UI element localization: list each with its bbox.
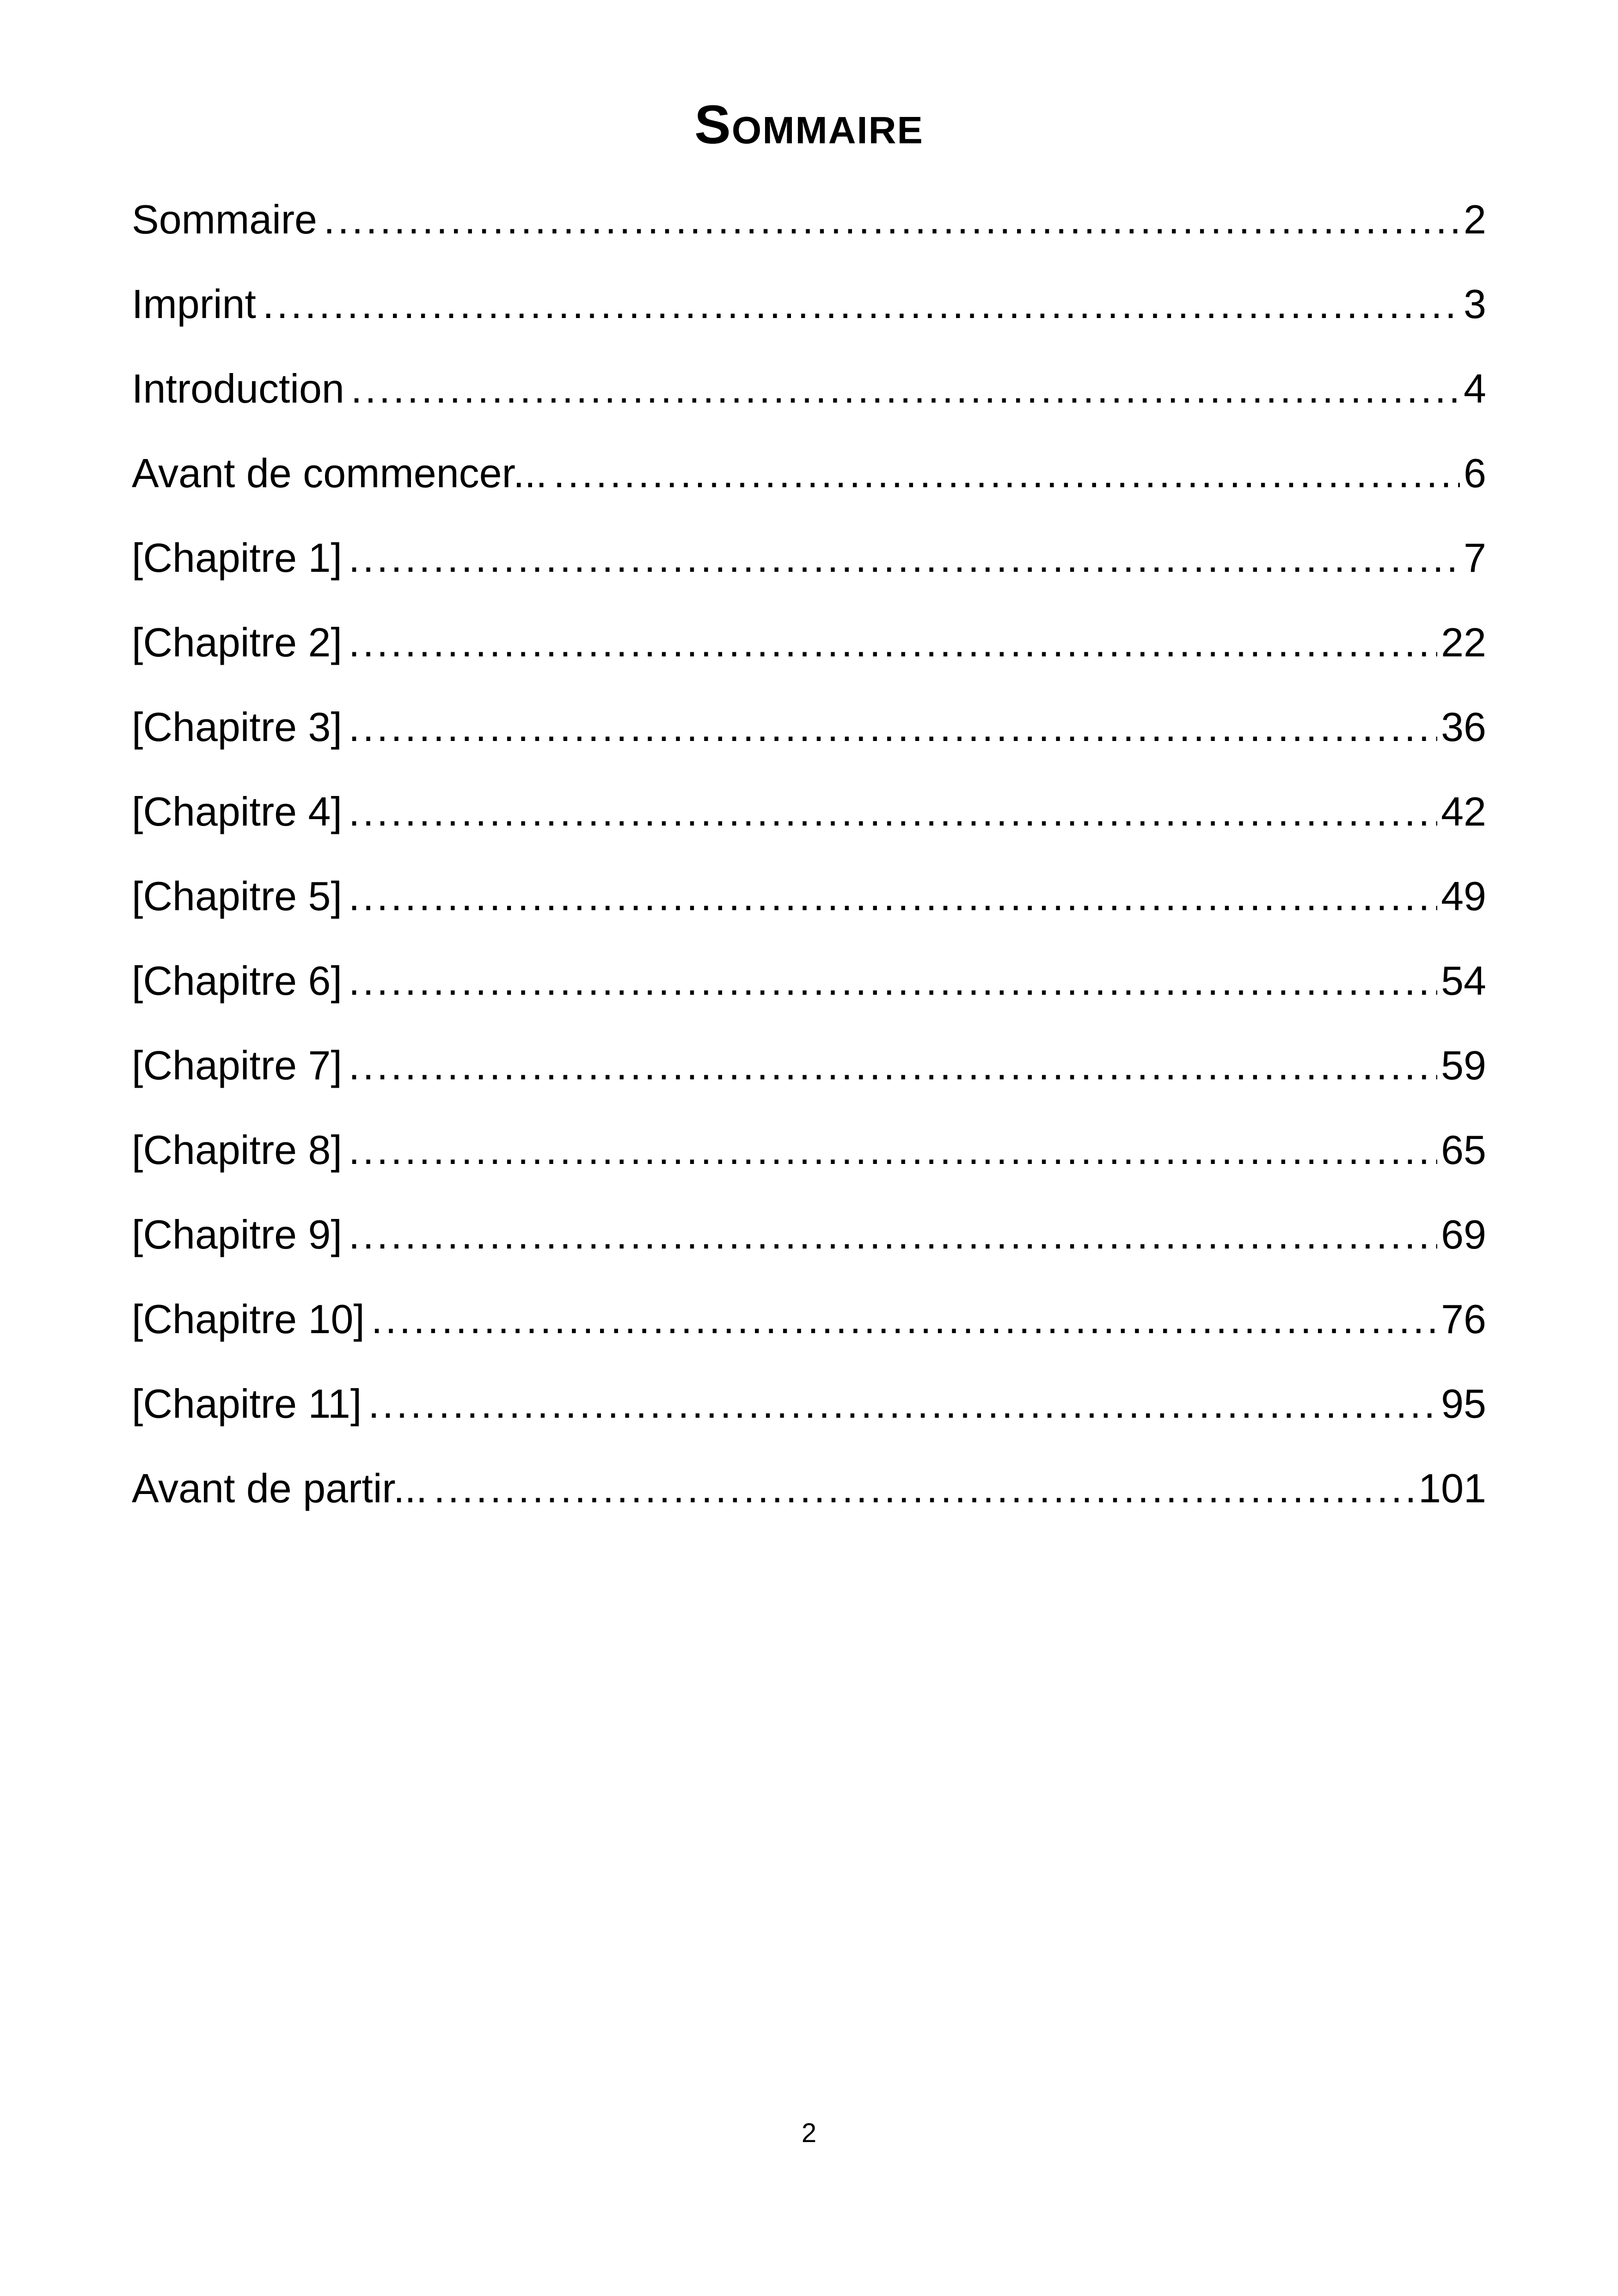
toc-dot-leader [349,533,1460,583]
toc-dot-leader [349,955,1437,1006]
toc-entry[interactable] [132,786,1486,871]
toc-entry-label: [Chapitre 7] [132,1042,342,1088]
page-number: 2 [801,2118,817,2148]
toc-entry-label: [Chapitre 2] [132,619,342,665]
toc-entry-label: Imprint [132,281,256,327]
toc-dot-leader [349,1209,1437,1260]
toc-dot-leader [324,194,1460,245]
toc-entry-page: 36 [1441,704,1486,750]
toc-entry[interactable] [132,194,1486,279]
toc-entry[interactable] [132,1378,1486,1463]
toc-entry[interactable] [132,1463,1486,1548]
toc-entry-page: 95 [1441,1381,1486,1427]
toc-entry-label: [Chapitre 6] [132,958,342,1004]
toc-entry[interactable] [132,279,1486,363]
toc-entry-page: 54 [1441,958,1486,1004]
toc-entry-page: 49 [1441,873,1486,919]
toc-entry-label: [Chapitre 10] [132,1296,365,1342]
toc-entry-label: Sommaire [132,196,317,242]
toc-entry[interactable] [132,955,1486,1040]
toc-entry-page: 7 [1464,535,1486,581]
page-title: Sommaire [694,94,924,155]
toc-entry-page: 2 [1464,196,1486,242]
toc-entry[interactable] [132,702,1486,786]
toc-entry[interactable] [132,617,1486,702]
toc-entry[interactable] [132,533,1486,617]
toc-dot-leader [371,1294,1437,1345]
toc-entry[interactable] [132,1040,1486,1125]
toc-entry[interactable] [132,363,1486,448]
toc-dot-leader [349,702,1437,753]
toc-dot-leader [434,1463,1415,1514]
toc-entry[interactable] [132,871,1486,955]
table-of-contents [132,194,1486,1548]
toc-entry[interactable] [132,1294,1486,1378]
toc-entry-page: 69 [1441,1212,1486,1257]
toc-entry-page: 3 [1464,281,1486,327]
toc-entry-label: Introduction [132,366,344,411]
toc-dot-leader [349,617,1437,668]
toc-entry-page: 76 [1441,1296,1486,1342]
toc-dot-leader [368,1378,1437,1429]
toc-entry-page: 4 [1464,366,1486,411]
toc-dot-leader [553,448,1460,499]
toc-entry[interactable] [132,448,1486,533]
toc-entry-label: [Chapitre 5] [132,873,342,919]
toc-entry-page: 42 [1441,789,1486,834]
toc-entry[interactable] [132,1209,1486,1294]
toc-entry-label: Avant de commencer... [132,450,547,496]
toc-entry-page: 6 [1464,450,1486,496]
toc-entry-label: [Chapitre 4] [132,789,342,834]
toc-entry-label: [Chapitre 9] [132,1212,342,1257]
toc-entry-page: 59 [1441,1042,1486,1088]
toc-entry-label: [Chapitre 3] [132,704,342,750]
toc-dot-leader [349,786,1437,837]
toc-entry-label: [Chapitre 8] [132,1127,342,1173]
toc-entry-page: 65 [1441,1127,1486,1173]
toc-entry-label: [Chapitre 1] [132,535,342,581]
toc-dot-leader [349,1040,1437,1091]
toc-entry[interactable] [132,1125,1486,1209]
toc-entry-label: Avant de partir... [132,1465,428,1511]
toc-dot-leader [349,1125,1437,1176]
toc-dot-leader [263,279,1460,330]
toc-entry-label: [Chapitre 11] [132,1381,362,1427]
toc-entry-page: 101 [1418,1465,1486,1511]
toc-dot-leader [349,871,1437,922]
toc-dot-leader [351,363,1460,414]
toc-entry-page: 22 [1441,619,1486,665]
